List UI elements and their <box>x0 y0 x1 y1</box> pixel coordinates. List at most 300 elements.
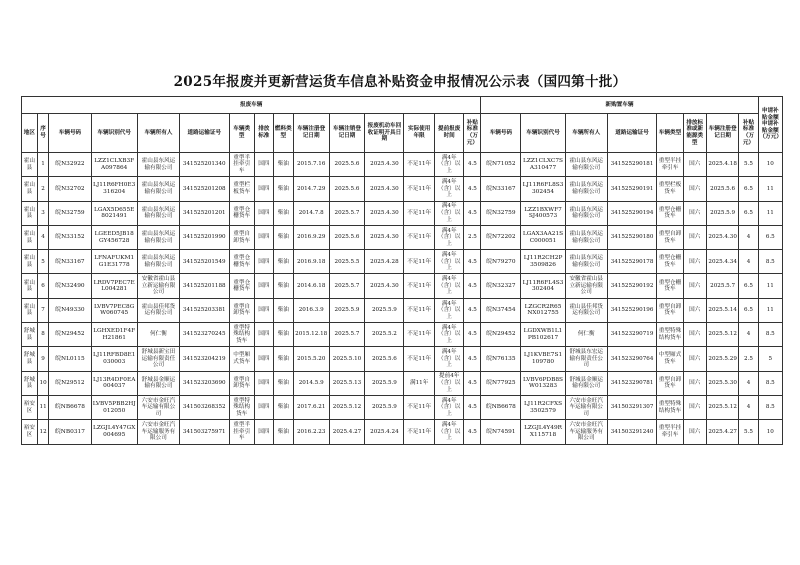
cell-type: 重型仓栅货车 <box>229 250 254 274</box>
cell-fuel: 柴油 <box>273 420 293 444</box>
col-header-early-time: 提前报废时间 <box>434 114 464 153</box>
cell-seq: 4 <box>37 225 49 249</box>
cell-fuel: 柴油 <box>273 201 293 225</box>
cell-years-used: 不足11年 <box>404 323 435 347</box>
cell-new-emission: 国六 <box>683 420 706 444</box>
cell-subsidy-std: 4.5 <box>464 371 481 395</box>
cell-plate: 皖N32490 <box>49 274 91 298</box>
cell-new-vin: LJ11R6FL4S3302404 <box>521 274 565 298</box>
cell-reg-date: 2016.3.9 <box>293 298 329 322</box>
page-title: 2025年报废并更新营运货车信息补贴资金申报情况公示表（国四第十批） <box>173 74 627 90</box>
cell-permit: 341525201188 <box>180 274 230 298</box>
cell-new-reg-date: 2025.5.7 <box>706 274 739 298</box>
cell-recycle-date: 2025.5.9 <box>365 298 404 322</box>
cell-region: 霍山县 <box>22 250 38 274</box>
cell-subsidy-std: 4.5 <box>464 420 481 444</box>
cell-vin: LFNAFUKM1G1E31778 <box>91 250 137 274</box>
cell-early-time: 满4年（含）以上 <box>434 323 464 347</box>
cell-new-owner: 霍山县东风运输有限公司 <box>565 153 607 177</box>
col-header-new-emission: 排放标准或新能源类型 <box>683 114 706 153</box>
cell-fuel: 柴油 <box>273 347 293 371</box>
cell-new-reg-date: 2025.5.12 <box>706 395 739 419</box>
cell-plate: 皖NL0115 <box>49 347 91 371</box>
cell-fuel: 柴油 <box>273 274 293 298</box>
cell-new-reg-date: 2025.5.29 <box>706 347 739 371</box>
cell-seq: 11 <box>37 395 49 419</box>
cell-new-subsidy-std: 4 <box>739 395 758 419</box>
cell-cancel-date: 2025.4.27 <box>329 420 365 444</box>
cell-years-used: 不足11年 <box>404 177 435 201</box>
cell-vin: LJ11RFBD8E1030003 <box>91 347 137 371</box>
cell-early-time: 满4年（含）以上 <box>434 298 464 322</box>
cell-owner: 六安市金旺汽车运输服务有限公司 <box>137 420 179 444</box>
col-header-new-plate: 车辆号码 <box>481 114 521 153</box>
col-header-new-vin: 车辆识别代号 <box>521 114 565 153</box>
cell-owner: 霍山县东风运输有限公司 <box>137 153 179 177</box>
cell-new-permit: 341523290764 <box>607 347 657 371</box>
cell-new-type: 中型厢式货车 <box>657 347 683 371</box>
cell-reg-date: 2016.9.18 <box>293 250 329 274</box>
cell-new-type: 重型仓栅货车 <box>657 250 683 274</box>
cell-new-reg-date: 2025.5.6 <box>706 177 739 201</box>
cell-seq: 5 <box>37 250 49 274</box>
cell-plate: 皖N33167 <box>49 250 91 274</box>
cell-new-type: 重型半挂牵引车 <box>657 153 683 177</box>
table-row <box>22 201 783 225</box>
cell-new-permit: 341523290781 <box>607 371 657 395</box>
cell-new-emission: 国六 <box>683 371 706 395</box>
cell-new-emission: 国六 <box>683 225 706 249</box>
table-row <box>22 274 783 298</box>
cell-new-type: 重型特殊结构货车 <box>657 395 683 419</box>
cell-region: 舒城县 <box>22 323 38 347</box>
cell-new-type: 重型仓栅货车 <box>657 274 683 298</box>
cell-plate: 皖NB0317 <box>49 420 91 444</box>
cell-permit: 341523204219 <box>180 347 230 371</box>
cell-new-type: 重型仓栅货车 <box>657 201 683 225</box>
cell-new-subsidy-std: 4 <box>739 323 758 347</box>
cell-cancel-date: 2025.5.6 <box>329 225 365 249</box>
cell-cancel-date: 2025.5.5 <box>329 250 365 274</box>
cell-early-time: 满4年（含）以上 <box>434 201 464 225</box>
cell-emission: 国四 <box>254 153 273 177</box>
cell-subsidy-std: 2.5 <box>464 225 481 249</box>
cell-plate: 皖N29512 <box>49 371 91 395</box>
cell-owner: 霍山县佳邦货运有限公司 <box>137 298 179 322</box>
cell-new-subsidy-std: 2.5 <box>739 347 758 371</box>
cell-new-permit: 341525290194 <box>607 201 657 225</box>
cell-subsidy-amount: 11 <box>758 274 782 298</box>
cell-new-reg-date: 2025.5.12 <box>706 323 739 347</box>
cell-seq: 12 <box>37 420 49 444</box>
cell-region: 舒城县 <box>22 371 38 395</box>
cell-new-owner: 舒城县东宏运输有限责任公司 <box>565 347 607 371</box>
cell-cancel-date: 2025.5.10 <box>329 347 365 371</box>
cell-new-subsidy-std: 4 <box>739 250 758 274</box>
cell-new-permit: 341503291240 <box>607 420 657 444</box>
table-row <box>22 347 783 371</box>
cell-reg-date: 2014.6.18 <box>293 274 329 298</box>
cell-subsidy-std: 4.5 <box>464 395 481 419</box>
table-row <box>22 177 783 201</box>
cell-new-plate: 皖NB6678 <box>481 395 521 419</box>
col-header-plate: 车辆号码 <box>49 114 91 153</box>
scrapped-group-header: 报废车辆 <box>22 97 481 114</box>
cell-permit: 341503275971 <box>180 420 230 444</box>
cell-subsidy-amount: 11 <box>758 201 782 225</box>
col-header-emission: 排放标准 <box>254 114 273 153</box>
cell-type: 重型自卸货车 <box>229 371 254 395</box>
cell-reg-date: 2014.5.9 <box>293 371 329 395</box>
col-header-years-used: 实际使用年限 <box>404 114 435 153</box>
cell-new-plate: 皖N33167 <box>481 177 521 201</box>
cell-new-plate: 皖N32327 <box>481 274 521 298</box>
cell-seq: 3 <box>37 201 49 225</box>
cell-type: 重型特殊结构货车 <box>229 395 254 419</box>
cell-new-type: 重型半挂牵引车 <box>657 420 683 444</box>
cell-emission: 国四 <box>254 250 273 274</box>
cell-new-permit: 341525290178 <box>607 250 657 274</box>
cell-owner: 六安市金旺汽车运输有限公司 <box>137 395 179 419</box>
cell-plate: 皖N32759 <box>49 201 91 225</box>
cell-owner: 舒城县金顺运输有限公司 <box>137 371 179 395</box>
cell-new-owner: 六安市金旺汽车运输有限公司 <box>565 395 607 419</box>
cell-new-owner: 霍山县东风运输有限公司 <box>565 177 607 201</box>
cell-new-plate: 皖N29452 <box>481 323 521 347</box>
col-header-subsidy-std: 补贴标准（万元） <box>464 114 481 153</box>
table-row <box>22 371 783 395</box>
cell-subsidy-amount: 8.5 <box>758 395 782 419</box>
cell-subsidy-std: 4.5 <box>464 201 481 225</box>
cell-recycle-date: 2025.4.30 <box>365 153 404 177</box>
cell-recycle-date: 2025.4.30 <box>365 225 404 249</box>
cell-fuel: 柴油 <box>273 395 293 419</box>
cell-plate: 皖N49330 <box>49 298 91 322</box>
cell-fuel: 柴油 <box>273 298 293 322</box>
cell-years-used: 不足11年 <box>404 250 435 274</box>
cell-emission: 国四 <box>254 274 273 298</box>
cell-vin: LVBV5PBB2HJ012050 <box>91 395 137 419</box>
cell-region: 裕安区 <box>22 420 38 444</box>
cell-new-plate: 皖N71052 <box>481 153 521 177</box>
cell-new-permit: 341525290180 <box>607 225 657 249</box>
table-row <box>22 323 783 347</box>
cell-vin: LGAX5D655E8021491 <box>91 201 137 225</box>
cell-subsidy-amount: 8.5 <box>758 323 782 347</box>
cell-owner: 霍山县东风运输有限公司 <box>137 225 179 249</box>
cell-new-subsidy-std: 6.5 <box>739 274 758 298</box>
cell-vin: LJ13R4DF0EA004037 <box>91 371 137 395</box>
cell-type: 中型厢式货车 <box>229 347 254 371</box>
cell-early-time: 满4年（含）以上 <box>434 420 464 444</box>
cell-owner: 霍山县东风运输有限公司 <box>137 250 179 274</box>
cell-owner: 何仁衡 <box>137 323 179 347</box>
col-header-region: 地区 <box>22 114 38 153</box>
cell-vin: LGEED5JB18GY456728 <box>91 225 137 249</box>
cell-permit: 341525201549 <box>180 250 230 274</box>
table-row <box>22 250 783 274</box>
cell-new-permit: 341525290192 <box>607 274 657 298</box>
cell-new-permit: 341503291307 <box>607 395 657 419</box>
cell-seq: 1 <box>37 153 49 177</box>
cell-subsidy-amount: 11 <box>758 177 782 201</box>
table-body <box>22 153 783 445</box>
col-header-new-owner: 车辆所有人 <box>565 114 607 153</box>
cell-emission: 国四 <box>254 420 273 444</box>
cell-subsidy-std: 4.5 <box>464 250 481 274</box>
cell-subsidy-amount: 10 <box>758 153 782 177</box>
col-header-new-permit: 道路运输证号 <box>607 114 657 153</box>
cell-new-vin: LVBV6PDB8SW013283 <box>521 371 565 395</box>
subsidy-table <box>21 96 783 445</box>
cell-owner: 霍山县东风运输有限公司 <box>137 177 179 201</box>
cell-subsidy-amount: 6.5 <box>758 225 782 249</box>
cell-region: 霍山县 <box>22 201 38 225</box>
col-header-vin: 车辆识别代号 <box>91 114 137 153</box>
cell-plate: 皖N32702 <box>49 177 91 201</box>
cell-years-used: 不足11年 <box>404 201 435 225</box>
cell-new-vin: LZGJL4Y49RX115718 <box>521 420 565 444</box>
cell-new-emission: 国六 <box>683 177 706 201</box>
cell-reg-date: 2015.5.20 <box>293 347 329 371</box>
cell-owner: 安徽省霍山县立新运输有限公司 <box>137 274 179 298</box>
cell-vin: LZZ1CLXB3FA097864 <box>91 153 137 177</box>
cell-new-permit: 341525290196 <box>607 298 657 322</box>
cell-new-vin: LGDXWB1L1PB102617 <box>521 323 565 347</box>
table-row <box>22 395 783 419</box>
col-header-subsidy-amount: 申请补贴金额（万元） <box>759 121 782 141</box>
cell-years-used: 不足11年 <box>404 153 435 177</box>
cell-new-vin: LJ11R2CFXS3502579 <box>521 395 565 419</box>
cell-early-time: 满4年（含）以上 <box>434 250 464 274</box>
cell-years-used: 满11年 <box>404 371 435 395</box>
cell-new-type: 重型自卸货车 <box>657 225 683 249</box>
table-row <box>22 225 783 249</box>
cell-early-time: 提前4年（含）以上 <box>434 371 464 395</box>
cell-recycle-date: 2025.4.28 <box>365 250 404 274</box>
cell-years-used: 不足11年 <box>404 347 435 371</box>
cell-new-vin: LJ1KVBE7S1109780 <box>521 347 565 371</box>
cell-owner: 霍山县东风运输有限公司 <box>137 201 179 225</box>
cell-recycle-date: 2025.4.30 <box>365 201 404 225</box>
cell-recycle-date: 2025.5.6 <box>365 347 404 371</box>
new-group-header: 新购置车辆 <box>481 97 758 114</box>
cell-recycle-date: 2025.4.30 <box>365 177 404 201</box>
cell-new-reg-date: 2025.4.30 <box>706 225 739 249</box>
cell-new-owner: 安徽省霍山县立新运输有限公司 <box>565 274 607 298</box>
col-header-owner: 车辆所有人 <box>137 114 179 153</box>
cell-subsidy-std: 4.5 <box>464 347 481 371</box>
cell-new-subsidy-std: 4 <box>739 225 758 249</box>
cell-new-reg-date: 2025.4.34 <box>706 250 739 274</box>
cell-vin: LZGJL4Y47GX004695 <box>91 420 137 444</box>
cell-cancel-date: 2025.5.7 <box>329 323 365 347</box>
cell-type: 重型半挂牵引车 <box>229 153 254 177</box>
cell-subsidy-amount: 10 <box>758 420 782 444</box>
cell-subsidy-std: 4.5 <box>464 323 481 347</box>
cell-new-owner: 霍山县东风运输有限公司 <box>565 250 607 274</box>
cell-reg-date: 2015.12.18 <box>293 323 329 347</box>
cell-cancel-date: 2025.5.9 <box>329 298 365 322</box>
cell-new-type: 重型自卸货车 <box>657 298 683 322</box>
cell-reg-date: 2014.7.8 <box>293 201 329 225</box>
cell-new-emission: 国六 <box>683 395 706 419</box>
cell-new-subsidy-std: 6.5 <box>739 201 758 225</box>
cell-fuel: 柴油 <box>273 371 293 395</box>
col-header-reg-date: 车辆注册登记日期 <box>293 114 329 153</box>
cell-new-plate: 皖N79270 <box>481 250 521 274</box>
cell-new-emission: 国六 <box>683 201 706 225</box>
cell-early-time: 满4年（含）以上 <box>434 347 464 371</box>
cell-new-subsidy-std: 4 <box>739 371 758 395</box>
cell-new-subsidy-std: 5.5 <box>739 420 758 444</box>
cell-new-reg-date: 2025.5.30 <box>706 371 739 395</box>
cell-cancel-date: 2025.5.12 <box>329 395 365 419</box>
cell-type: 重型自卸货车 <box>229 298 254 322</box>
cell-early-time: 满4年（含）以上 <box>434 274 464 298</box>
cell-reg-date: 2016.9.29 <box>293 225 329 249</box>
cell-owner: 舒城县新宝田运输有限责任公司 <box>137 347 179 371</box>
cell-early-time: 满4年（含）以上 <box>434 177 464 201</box>
cell-vin: LVBV7PEC8GW060745 <box>91 298 137 322</box>
cell-new-reg-date: 2025.5.14 <box>706 298 739 322</box>
cell-new-permit: 341523290719 <box>607 323 657 347</box>
cell-emission: 国四 <box>254 201 273 225</box>
cell-new-type: 重型特殊结构货车 <box>657 323 683 347</box>
cell-region: 舒城县 <box>22 347 38 371</box>
column-header-row <box>22 114 783 153</box>
cell-subsidy-amount: 8.5 <box>758 250 782 274</box>
cell-emission: 国四 <box>254 347 273 371</box>
cell-region: 霍山县 <box>22 298 38 322</box>
cell-new-plate: 皖N37454 <box>481 298 521 322</box>
cell-type: 重型自卸货车 <box>229 225 254 249</box>
cell-new-subsidy-std: 5.5 <box>739 153 758 177</box>
cell-permit: 341525201340 <box>180 153 230 177</box>
cell-subsidy-amount: 5 <box>758 347 782 371</box>
cell-early-time: 满4年（含）以上 <box>434 395 464 419</box>
table-row <box>22 298 783 322</box>
cell-new-reg-date: 2025.4.27 <box>706 420 739 444</box>
cell-permit: 341523203690 <box>180 371 230 395</box>
cell-type: 重型特殊结构货车 <box>229 323 254 347</box>
cell-new-owner: 六安市金旺汽车运输服务有限公司 <box>565 420 607 444</box>
cell-subsidy-std: 4.5 <box>464 153 481 177</box>
cell-new-reg-date: 2025.5.9 <box>706 201 739 225</box>
cell-permit: 341525201990 <box>180 225 230 249</box>
cell-new-owner: 舒城县金顺运输有限公司 <box>565 371 607 395</box>
cell-subsidy-amount: 8.5 <box>758 371 782 395</box>
cell-recycle-date: 2025.5.2 <box>365 323 404 347</box>
cell-region: 霍山县 <box>22 153 38 177</box>
cell-new-vin: LJ11R6FL8S3302454 <box>521 177 565 201</box>
cell-fuel: 柴油 <box>273 177 293 201</box>
cell-seq: 10 <box>37 371 49 395</box>
cell-region: 霍山县 <box>22 177 38 201</box>
cell-new-emission: 国六 <box>683 323 706 347</box>
cell-reg-date: 2017.6.21 <box>293 395 329 419</box>
cell-new-emission: 国六 <box>683 298 706 322</box>
cell-new-reg-date: 2025.4.18 <box>706 153 739 177</box>
cell-emission: 国四 <box>254 323 273 347</box>
cell-new-plate: 皖N76135 <box>481 347 521 371</box>
subsidy-group-label: 申请补贴金额 <box>761 108 779 121</box>
cell-cancel-date: 2025.5.7 <box>329 274 365 298</box>
col-header-cancel-date: 车辆注销登记日期 <box>329 114 365 153</box>
cell-type: 重型半挂牵引车 <box>229 420 254 444</box>
cell-emission: 国四 <box>254 298 273 322</box>
cell-plate: 皖N32922 <box>49 153 91 177</box>
table-row <box>22 420 783 444</box>
cell-years-used: 不足11年 <box>404 395 435 419</box>
cell-permit: 341523270245 <box>180 323 230 347</box>
cell-permit: 341525201208 <box>180 177 230 201</box>
cell-new-vin: LJ11R2CH2P3509826 <box>521 250 565 274</box>
cell-plate: 皖NB6678 <box>49 395 91 419</box>
cell-new-owner: 霍山县佳邦货运有限公司 <box>565 298 607 322</box>
cell-vin: LRDV7PEC7EL004281 <box>91 274 137 298</box>
cell-new-owner: 霍山县东风运输有限公司 <box>565 225 607 249</box>
cell-years-used: 不足11年 <box>404 225 435 249</box>
cell-region: 霍山县 <box>22 274 38 298</box>
cell-cancel-date: 2025.5.6 <box>329 177 365 201</box>
cell-new-type: 重型栏板货车 <box>657 177 683 201</box>
cell-region: 裕安区 <box>22 395 38 419</box>
cell-new-emission: 国六 <box>683 153 706 177</box>
col-header-permit: 道路运输证号 <box>180 114 230 153</box>
cell-new-permit: 341525290181 <box>607 153 657 177</box>
cell-permit: 341525201201 <box>180 201 230 225</box>
cell-early-time: 满4年（含）以上 <box>434 225 464 249</box>
cell-years-used: 不足11年 <box>404 274 435 298</box>
cell-new-plate: 皖N72202 <box>481 225 521 249</box>
cell-plate: 皖N33152 <box>49 225 91 249</box>
cell-early-time: 满4年（含）以上 <box>434 153 464 177</box>
cell-new-subsidy-std: 6.5 <box>739 298 758 322</box>
cell-type: 重型仓栅货车 <box>229 274 254 298</box>
cell-recycle-date: 2025.4.24 <box>365 420 404 444</box>
cell-new-vin: LGAX3AA21SC000051 <box>521 225 565 249</box>
cell-reg-date: 2016.2.23 <box>293 420 329 444</box>
cell-new-vin: LZZ1BXWF7SJ400573 <box>521 201 565 225</box>
cell-fuel: 柴油 <box>273 323 293 347</box>
cell-emission: 国四 <box>254 395 273 419</box>
cell-new-plate: 皖N77925 <box>481 371 521 395</box>
cell-vin: LJ11R6FH0E3316204 <box>91 177 137 201</box>
cell-recycle-date: 2025.5.9 <box>365 371 404 395</box>
col-header-seq: 序号 <box>37 114 49 153</box>
cell-seq: 6 <box>37 274 49 298</box>
cell-recycle-date: 2025.4.30 <box>365 274 404 298</box>
cell-type: 重型仓栅货车 <box>229 201 254 225</box>
cell-cancel-date: 2025.5.6 <box>329 153 365 177</box>
cell-permit: 341525203381 <box>180 298 230 322</box>
col-header-recycle-date: 报废机动车回收证明开具日期 <box>365 114 404 153</box>
table-row <box>22 153 783 177</box>
cell-new-type: 重型自卸货车 <box>657 371 683 395</box>
cell-new-emission: 国六 <box>683 274 706 298</box>
col-header-new-type: 车辆类型 <box>657 114 683 153</box>
cell-region: 霍山县 <box>22 225 38 249</box>
cell-vin: LGHXED1F4FH21861 <box>91 323 137 347</box>
cell-years-used: 不足11年 <box>404 298 435 322</box>
cell-plate: 皖N29452 <box>49 323 91 347</box>
cell-seq: 8 <box>37 323 49 347</box>
cell-emission: 国四 <box>254 225 273 249</box>
cell-fuel: 柴油 <box>273 225 293 249</box>
col-header-fuel: 燃料类型 <box>273 114 293 153</box>
cell-cancel-date: 2025.5.7 <box>329 201 365 225</box>
